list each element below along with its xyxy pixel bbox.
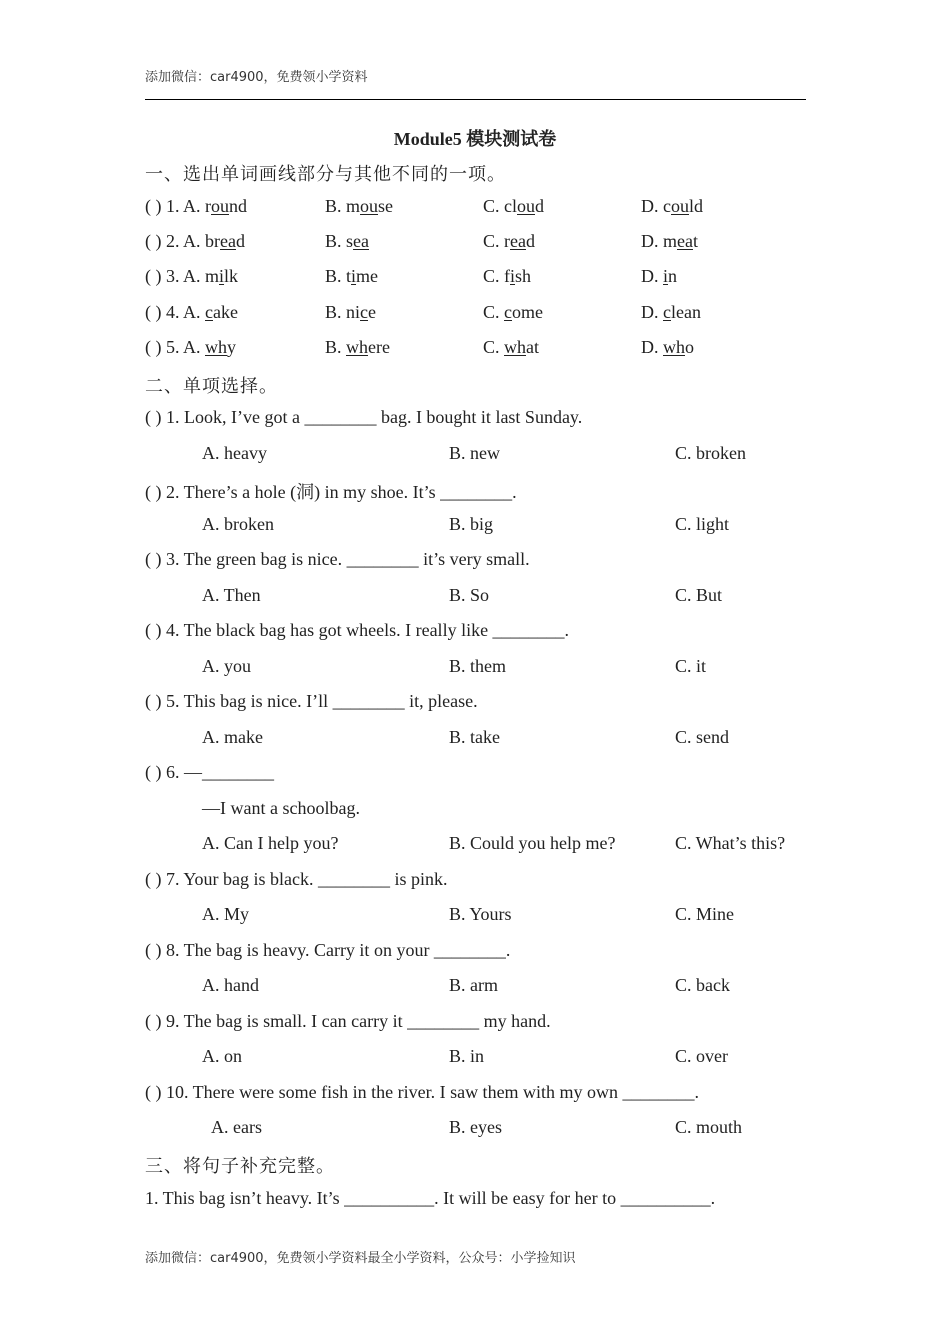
s1-q4-option-c xyxy=(483,302,543,323)
s1-q5-option-a xyxy=(145,337,236,358)
s2-q3-option-a: A. Then xyxy=(202,585,261,605)
s1-q3-option-d xyxy=(641,266,677,287)
s2-q6-reply: —I want a schoolbag. xyxy=(202,798,360,818)
word-part: me xyxy=(356,266,379,286)
s2-q1-stem: ( ) 1. Look, I’ve got a ________ bag. I bought it last Sunday. xyxy=(145,407,583,427)
underlined-part: c xyxy=(504,302,513,322)
s2-q8-stem: ( ) 8. The bag is heavy. Carry it on your ________. xyxy=(145,940,511,960)
s2-q1-option-a: A. heavy xyxy=(202,443,267,463)
word-part: m xyxy=(205,266,220,286)
word-part: D. xyxy=(641,266,663,286)
s2-q9-stem: ( ) 9. The bag is small. I can carry it ________ my hand. xyxy=(145,1011,551,1031)
word-part: B. s xyxy=(325,231,354,251)
s2-q2-stem: ( ) 2. There’s a hole (洞) in my shoe. It’s ________. xyxy=(145,482,517,502)
word-part: ld xyxy=(689,196,704,216)
s1-q1-option-b xyxy=(325,196,393,217)
word-part: ome xyxy=(512,302,544,322)
underlined-part: wh xyxy=(663,337,685,357)
s1-q3-option-b xyxy=(325,266,378,287)
underlined-part: wh xyxy=(504,337,527,357)
word-part: d xyxy=(235,231,245,251)
underlined-part: ou xyxy=(517,196,535,216)
word-part: d xyxy=(525,231,535,251)
word-part: n xyxy=(668,266,678,286)
word-part: C. f xyxy=(483,266,510,286)
underlined-part: ea xyxy=(677,231,693,251)
question-prefix: ( ) 5. A. xyxy=(145,337,205,357)
question-prefix: ( ) 3. A. xyxy=(145,266,205,286)
s2-q10-option-a: A. ears xyxy=(211,1117,262,1137)
s2-q6-option-a: A. Can I help you? xyxy=(202,833,339,853)
word-part: br xyxy=(205,231,220,251)
word-part: C. xyxy=(483,337,505,357)
word-part: D. xyxy=(641,337,663,357)
s2-q9-option-c: C. over xyxy=(675,1046,728,1066)
s2-q4-option-a: A. you xyxy=(202,656,251,676)
s2-q10-stem: ( ) 10. There were some fish in the river. I saw them with my own ________. xyxy=(145,1082,700,1102)
word-part: lean xyxy=(671,302,701,322)
s1-q2-option-b xyxy=(325,231,369,252)
s1-q1-option-c xyxy=(483,196,544,217)
section-1-heading: 一、选出单词画线部分与其他不同的一项。 xyxy=(145,164,506,185)
word-part: ere xyxy=(368,337,390,357)
header-divider xyxy=(145,99,806,100)
s1-q4-option-a xyxy=(145,302,238,323)
word-part: nd xyxy=(229,196,247,216)
s2-q2-option-a: A. broken xyxy=(202,514,274,534)
s1-q4-option-d xyxy=(641,302,701,323)
underlined-part: i xyxy=(663,266,669,286)
underlined-part: i xyxy=(351,266,357,286)
page-title: Module5 模块测试卷 xyxy=(393,129,557,149)
word-part: B. t xyxy=(325,266,352,286)
s2-q7-option-b: B. Yours xyxy=(449,904,512,924)
word-part: d xyxy=(535,196,544,216)
underlined-part: c xyxy=(663,302,671,322)
word-part: D. m xyxy=(641,231,677,251)
s1-q5-option-c xyxy=(483,337,539,358)
s1-q2-option-d xyxy=(641,231,698,252)
underlined-part: i xyxy=(510,266,516,286)
s2-q5-option-b: B. take xyxy=(449,727,500,747)
s2-q7-stem: ( ) 7. Your bag is black. ________ is pink. xyxy=(145,869,448,889)
s2-q1-option-c: C. broken xyxy=(675,443,746,463)
s2-q7-option-a: A. My xyxy=(202,904,250,924)
word-part: o xyxy=(685,337,694,357)
underlined-part: i xyxy=(219,266,225,286)
s2-q3-option-b: B. So xyxy=(449,585,490,605)
s2-q2-option-c: C. light xyxy=(675,514,730,534)
s2-q4-option-b: B. them xyxy=(449,656,506,676)
underlined-part: ea xyxy=(220,231,236,251)
underlined-part: wh xyxy=(346,337,369,357)
s1-q4-option-b xyxy=(325,302,376,323)
section-2-heading: 二、单项选择。 xyxy=(145,376,278,397)
word-part: ake xyxy=(213,302,238,322)
word-part: B. ni xyxy=(325,302,361,322)
s1-q5-option-b xyxy=(325,337,390,358)
word-part: y xyxy=(227,337,236,357)
word-part: se xyxy=(378,196,394,216)
underlined-part: ea xyxy=(353,231,369,251)
s2-q10-option-c: C. mouth xyxy=(675,1117,743,1137)
word-part: C. cl xyxy=(483,196,517,216)
underlined-part: c xyxy=(360,302,369,322)
word-part: r xyxy=(205,196,211,216)
s1-q1-option-a xyxy=(145,196,247,217)
s2-q8-option-a: A. hand xyxy=(202,975,259,995)
s1-q3-option-c xyxy=(483,266,531,287)
underlined-part: ea xyxy=(510,231,526,251)
s2-q9-option-b: B. in xyxy=(449,1046,485,1066)
s2-q10-option-b: B. eyes xyxy=(449,1117,502,1137)
word-part: e xyxy=(368,302,377,322)
s3-item-1: 1. This bag isn’t heavy. It’s __________. It will be easy for her to __________. xyxy=(145,1188,716,1208)
underlined-part: ou xyxy=(211,196,229,216)
s1-q1-option-d xyxy=(641,196,703,217)
header-note: 添加微信：car4900，免费领小学资料 xyxy=(145,70,368,85)
word-part: C. xyxy=(483,302,505,322)
s2-q6-stem: ( ) 6. —________ xyxy=(145,762,274,782)
s2-q6-option-b: B. Could you help me? xyxy=(449,833,616,853)
word-part: D. c xyxy=(641,196,671,216)
question-prefix: ( ) 4. A. xyxy=(145,302,205,322)
word-part: D. xyxy=(641,302,663,322)
underlined-part: c xyxy=(205,302,213,322)
s2-q5-stem: ( ) 5. This bag is nice. I’ll ________ it, please. xyxy=(145,691,478,711)
s2-q3-stem: ( ) 3. The green bag is nice. ________ it’s very small. xyxy=(145,549,530,569)
s2-q8-option-b: B. arm xyxy=(449,975,498,995)
s2-q3-option-c: C. But xyxy=(675,585,723,605)
s2-q5-option-c: C. send xyxy=(675,727,729,747)
question-prefix: ( ) 2. A. xyxy=(145,231,205,251)
s1-q3-option-a xyxy=(145,266,238,287)
footer-note: 添加微信：car4900，免费领小学资料最全小学资料，公众号：小学捡知识 xyxy=(145,1251,576,1266)
s2-q4-stem: ( ) 4. The black bag has got wheels. I really like ________. xyxy=(145,620,570,640)
s2-q2-option-b: B. big xyxy=(449,514,494,534)
word-part: B. m xyxy=(325,196,361,216)
word-part: at xyxy=(526,337,540,357)
s2-q6-option-c: C. What’s this? xyxy=(675,833,786,853)
s2-q5-option-a: A. make xyxy=(202,727,263,747)
word-part: B. xyxy=(325,337,347,357)
s1-q2-option-c xyxy=(483,231,535,252)
s2-q9-option-a: A. on xyxy=(202,1046,242,1066)
word-part: lk xyxy=(224,266,239,286)
underlined-part: ou xyxy=(360,196,379,216)
underlined-part: ou xyxy=(671,196,689,216)
s1-q2-option-a xyxy=(145,231,245,252)
section-3-heading: 三、将句子补充完整。 xyxy=(145,1156,335,1177)
s2-q1-option-b: B. new xyxy=(449,443,500,463)
word-part: C. r xyxy=(483,231,510,251)
s2-q8-option-c: C. back xyxy=(675,975,730,995)
s2-q4-option-c: C. it xyxy=(675,656,707,676)
s2-q7-option-c: C. Mine xyxy=(675,904,735,924)
underlined-part: wh xyxy=(205,337,227,357)
s1-q5-option-d xyxy=(641,337,694,358)
word-part: sh xyxy=(515,266,532,286)
word-part: t xyxy=(692,231,698,251)
question-prefix: ( ) 1. A. xyxy=(145,196,205,216)
